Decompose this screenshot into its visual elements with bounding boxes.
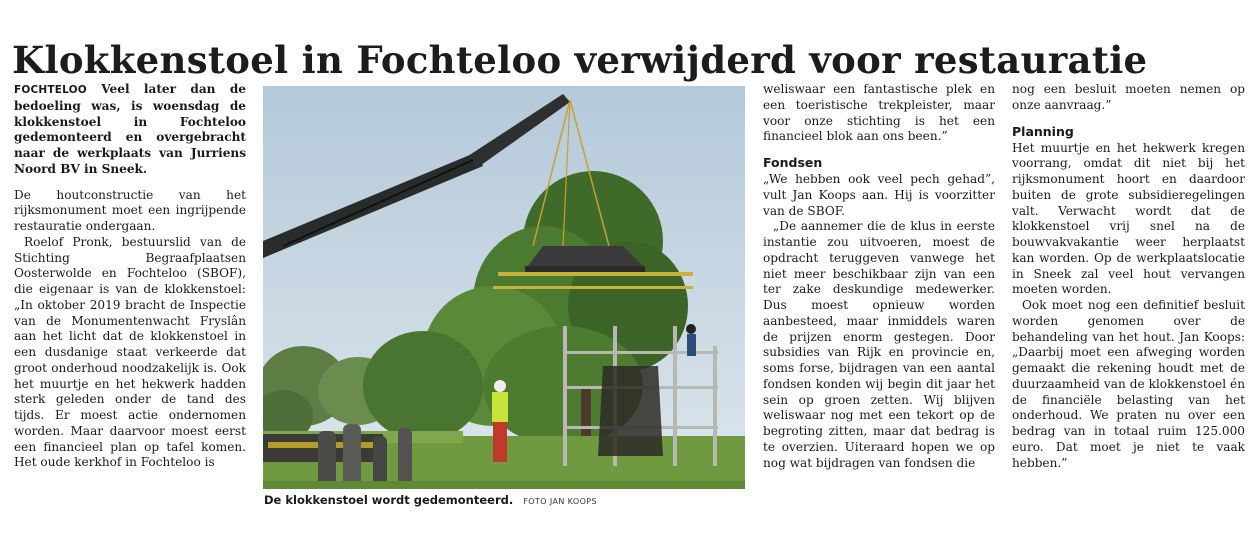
dateline: FOCHTELOO bbox=[14, 84, 87, 96]
body-paragraph: Ook moet nog een definitief besluit worden genomen over de behandeling van het hout. Jan Koops: „Daarbij moet een afweging worden gemaakt die rekening houdt met de duurzaamheid van de klokkenstoel én de financiële belasting van het onderhoud. We praten nu over een bedrag van in totaal ruim 125.000 euro. Dat moet je niet te vaak hebben.” bbox=[1012, 298, 1245, 470]
subhead-planning: Planning bbox=[1012, 123, 1074, 139]
photo-credit: FOTO JAN KOOPS bbox=[523, 497, 597, 506]
lead-paragraph bbox=[14, 82, 246, 178]
body-paragraph: „De aannemer die de klus in eerste instantie zou uitvoeren, moest de opdracht teruggeven vanwege het niet meer beschikbaar zijn van een ter zake deskundige medewerker. Dus moest opnieuw worden aanbesteed, maar inmiddels waren de prijzen enorm gestegen. Door subsidies van Rijk en provincie en, soms forse, bijdragen van een aantal fondsen konden wij begin dit jaar het sein op groen zetten. Wij blijven weliswaar nog met een tekort op de begroting zitten, maar dat bedrag is te overzien. Uiteraard hopen we op nog wat bijdragen van fondsen die bbox=[763, 219, 995, 470]
article-column-1 bbox=[14, 82, 246, 471]
photo-caption bbox=[264, 491, 746, 511]
caption-text: De klokkenstoel wordt gedemonteerd. bbox=[264, 493, 514, 507]
body-paragraph: De houtconstructie van het rijksmonument moet een ingrijpende restauratie ondergaan. bbox=[14, 187, 246, 233]
lead-text: Veel later dan de bedoeling was, is woensdag de klokkenstoel in Fochteloo gedemonteerd en overgebracht naar de werkplaats van Jurriens Noord BV in Sneek. bbox=[14, 82, 246, 176]
article-photo bbox=[263, 86, 745, 489]
headline: Klokkenstoel in Fochteloo verwijderd voor restauratie bbox=[12, 37, 1148, 82]
continuation-paragraph: nog een besluit moeten nemen op onze aanvraag.” bbox=[1012, 82, 1245, 112]
article-column-4 bbox=[1012, 82, 1245, 471]
body-paragraph: Roelof Pronk, bestuurslid van de Stichting Begraafplaatsen Oosterwolde en Fochteloo (SBOF), die eigenaar is van de klokkenstoel: „In oktober 2019 bracht de Inspectie van de Monumentenwacht Fryslân aan het licht dat de klokkenstoel in een dusdanige staat verkeerde dat groot onderhoud noodzakelijk is. Ook het muurtje en het hekwerk hadden sterk geleden onder de tand des tijds. Er moest actie ondernomen worden. Maar daarvoor moest eerst een financieel plan op tafel komen. Het oude kerkhof in Fochteloo is bbox=[14, 234, 246, 470]
body-paragraph: „We hebben ook veel pech gehad”, vult Jan Koops aan. Hij is voorzitter van de SBOF. bbox=[763, 172, 995, 218]
body-paragraph: Het muurtje en het hekwerk kregen voorrang, omdat dit niet bij het rijksmonument hoort en daardoor buiten de grote subsidieregelingen valt. Verwacht wordt dat de klokkenstoel vrij snel na de bouwvakvakantie weer herplaatst kan worden. Op de werkplaatslocatie in Sneek zal veel hout vervangen moeten worden. bbox=[1012, 140, 1245, 297]
subhead-fondsen: Fondsen bbox=[763, 155, 823, 170]
article-column-3 bbox=[763, 82, 995, 471]
continuation-paragraph: weliswaar een fantastische plek en een toeristische trekpleister, maar voor onze stichting is het een financieel blok aan ons been.” bbox=[763, 82, 995, 144]
